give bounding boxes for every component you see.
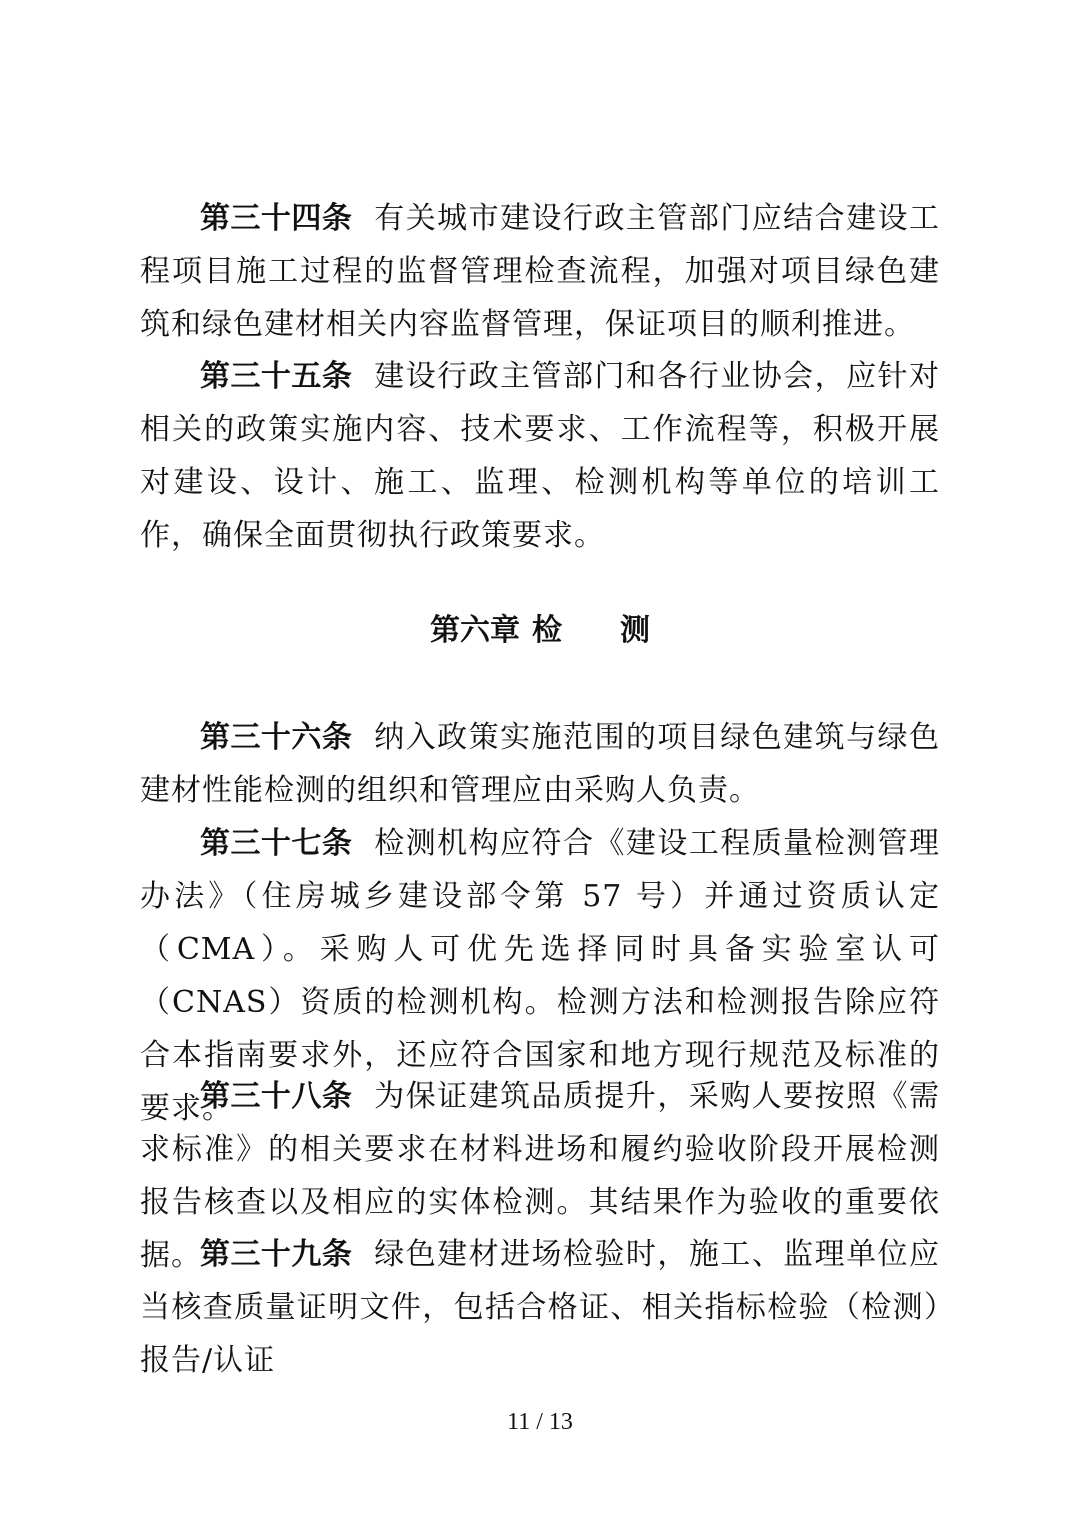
page-number: 11 / 13: [507, 1409, 573, 1435]
article-34: [140, 192, 940, 351]
article-37-text: 检测机构应符合《建设工程质量检测管理办法》（住房城乡建设部令第 57 号）并通过资质认定（CMA）。采购人可优先选择同时具备实验室认可（CNAS）资质的检测机构。检测方法和检测报告除应符合本指南要求外，还应符合国家和地方现行规范及标准的要求。: [140, 826, 941, 1126]
article-34-text: 有关城市建设行政主管部门应结合建设工程项目施工过程的监督管理检查流程，加强对项目绿色建筑和绿色建材相关内容监督管理，保证项目的顺利推进。: [140, 201, 941, 342]
article-39-number: 第三十九条: [200, 1237, 353, 1272]
article-35: [140, 350, 940, 562]
article-39: [140, 1228, 940, 1387]
article-36-text: 纳入政策实施范围的项目绿色建筑与绿色建材性能检测的组织和管理应由采购人负责。: [140, 720, 941, 808]
article-35-text: 建设行政主管部门和各行业协会，应针对相关的政策实施内容、技术要求、工作流程等，积极开展对建设、设计、施工、监理、检测机构等单位的培训工作，确保全面贯彻执行政策要求。: [140, 359, 941, 553]
article-38-text: 为保证建筑品质提升，采购人要按照《需求标准》的相关要求在材料进场和履约验收阶段开展检测报告核查以及相应的实体检测。其结果作为验收的重要依据。: [140, 1079, 941, 1273]
chapter-title-part1: 检: [532, 613, 562, 648]
article-37-number: 第三十七条: [200, 826, 353, 861]
article-36-number: 第三十六条: [200, 720, 353, 755]
article-35-number: 第三十五条: [200, 359, 353, 394]
article-36: [140, 711, 940, 817]
chapter-label: 第六章: [430, 613, 520, 648]
chapter-title-part2: 测: [620, 613, 650, 648]
article-39-text: 绿色建材进场检验时，施工、监理单位应当核查质量证明文件，包括合格证、相关指标检验（检测）报告/认证: [140, 1237, 941, 1378]
article-34-number: 第三十四条: [200, 201, 353, 236]
article-38-number: 第三十八条: [200, 1079, 353, 1114]
chapter-heading: [0, 606, 1080, 656]
